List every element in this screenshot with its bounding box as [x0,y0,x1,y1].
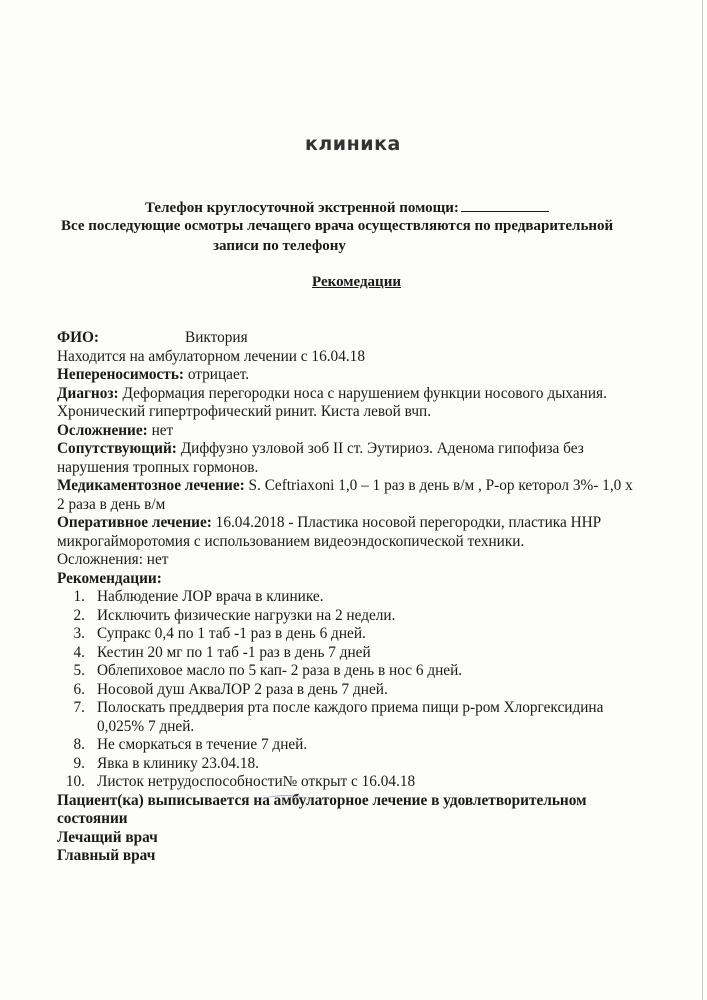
list-item [57,773,677,792]
attending-doctor: Лечащий врач [57,828,158,846]
list-item [57,625,677,644]
followup-note: Все последующие осмотры лечащего врача осуществляются по предварительной [61,218,614,234]
item-number: 5. [73,662,85,679]
phone-blank [461,199,549,212]
document-title: Рекомедации [312,274,401,290]
intolerance-value: отрицает. [184,366,250,383]
document-body [57,329,677,866]
clinic-logo: клиника [305,133,401,155]
list-item [57,662,677,681]
list-item [57,588,677,607]
fio-value: Виктория [185,329,248,346]
item-text: Носовой душ АкваЛОР 2 раза в день 7 дней. [97,680,388,698]
surgery-value-cont: микрогайморотомия с использованием видеоэндоскопической техники. [57,532,525,550]
medication-value-cont: 2 раза в день в/м [57,495,166,513]
medication-row [57,477,677,496]
concomitant-value: Диффузно узловой зоб II ст. Эутириоз. Аденома гипофиза без [176,440,584,457]
recommendations-label: Рекомендации: [57,569,162,587]
item-text: Кестин 20 мг по 1 таб -1 раз в день 7 дней [97,643,371,661]
fio-row [57,329,677,348]
concomitant-row [57,440,677,459]
list-item [57,607,677,626]
concomitant-label: Сопутствующий: [57,440,177,457]
item-text: Явка в клинику 23.04.18. [97,754,259,772]
medication-value: S. Ceftriaxoni 1,0 – 1 раз в день в/м , Р-ор кеторол 3%- 1,0 х [244,477,633,494]
list-item [57,755,677,774]
item-number: 8. [73,736,85,753]
stamp-mark [255,795,315,818]
diagnosis-value-cont: Хронический гипертрофический ринит. Киста левой вчп. [57,403,432,420]
page-edge [702,0,703,1000]
discharge-line-cont: состоянии [57,810,128,827]
item-text: Не сморкаться в течение 7 дней. [97,736,308,753]
medication-label: Медикаментозное лечение: [57,477,245,494]
list-item [57,644,677,663]
complication-row [57,422,677,441]
intolerance-label: Непереносимость: [57,366,185,383]
surgery-value: 16.04.2018 - Пластика носовой перегородки, пластика ННР [211,514,602,531]
list-item [57,736,677,755]
item-text: Облепиховое масло по 5 кап- 2 раза в день в нос 6 дней. [97,662,463,679]
item-text: Листок нетрудоспособности№ открыт с 16.04.18 [97,773,416,790]
concomitant-value-cont: нарушения тропных гормонов. [57,458,259,476]
discharge-line: Пациент(ка) выписывается на амбулаторное лечение в удовлетворительном [57,791,587,809]
surgery-row [57,514,677,533]
recommendations-list [57,588,677,792]
list-item [57,681,677,700]
diagnosis-row [57,385,677,404]
item-text: Исключить физические нагрузки на 2 недели. [97,606,396,624]
surgery-label: Оперативное лечение: [57,514,212,531]
diagnosis-label: Диагноз: [57,384,119,402]
list-item [57,699,677,736]
item-number: 9. [73,754,85,772]
treatment-status: Находится на амбулаторном лечении с 16.04.18 [57,347,365,365]
item-number: 3. [73,625,85,642]
item-number: 4. [73,643,85,661]
item-number: 1. [73,588,85,605]
followup-note-cont: записи по телефону [213,238,346,254]
item-text: Супракс 0,4 по 1 таб -1 раз в день 6 дней. [97,625,366,642]
emergency-phone-line [145,199,549,217]
complication-label: Осложнение: [57,421,148,439]
item-text: Наблюдение ЛОР врача в клинике. [97,588,324,605]
item-number: 6. [73,680,85,698]
item-text: Полоскать преддверия рта после каждого приема пищи р-ром Хлоргексидина [97,699,604,716]
item-number: 2. [73,606,85,624]
fio-label: ФИО: [57,329,100,346]
diagnosis-value: Деформация перегородки носа с нарушением функции носового дыхания. [118,384,607,402]
intolerance-row [57,366,677,385]
emergency-phone-label: Телефон круглосуточной экстренной помощи: [145,200,459,216]
chief-doctor: Главный врач [57,847,156,864]
item-number: 10. [65,773,85,790]
complications-row: Осложнения: нет [57,551,169,568]
complication-value: нет [147,421,174,439]
item-number: 7. [73,699,85,716]
item-text-cont: 0,025% 7 дней. [97,717,195,735]
